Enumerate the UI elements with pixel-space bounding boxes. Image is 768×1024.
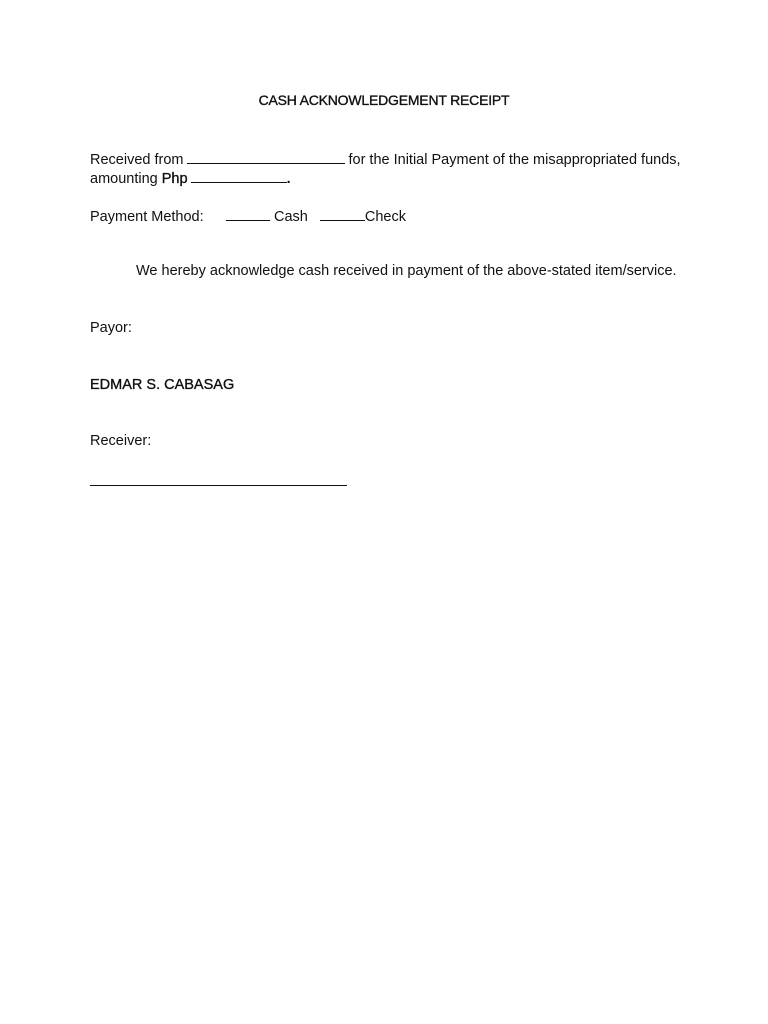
- document-title: CASH ACKNOWLEDGEMENT RECEIPT: [258, 92, 510, 108]
- amount-blank: [191, 167, 287, 183]
- cash-checkbox-blank: [226, 205, 270, 221]
- currency-label: Php: [161, 171, 188, 187]
- payment-method-line: [90, 205, 406, 227]
- check-option-label: Check: [364, 209, 406, 225]
- receiver-signature-line: [90, 485, 347, 486]
- payor-label: Payor:: [90, 320, 132, 336]
- amount-terminator: .: [286, 171, 291, 187]
- check-checkbox-blank: [320, 205, 365, 221]
- received-from-label: Received from: [90, 152, 184, 168]
- payment-method-label: Payment Method:: [90, 209, 204, 225]
- cash-option-label: Cash: [274, 209, 308, 225]
- payor-name: EDMAR S. CABASAG: [90, 377, 235, 393]
- acknowledgement-paragraph: We hereby acknowledge cash received in payment of the above-stated item/service.: [136, 263, 677, 279]
- payment-purpose-text: for the Initial Payment of the misappropriated funds,: [348, 152, 681, 168]
- payer-name-blank: [187, 148, 345, 164]
- amounting-label: amounting: [90, 171, 158, 187]
- receiver-label: Receiver:: [90, 433, 152, 449]
- amount-line: [90, 167, 291, 189]
